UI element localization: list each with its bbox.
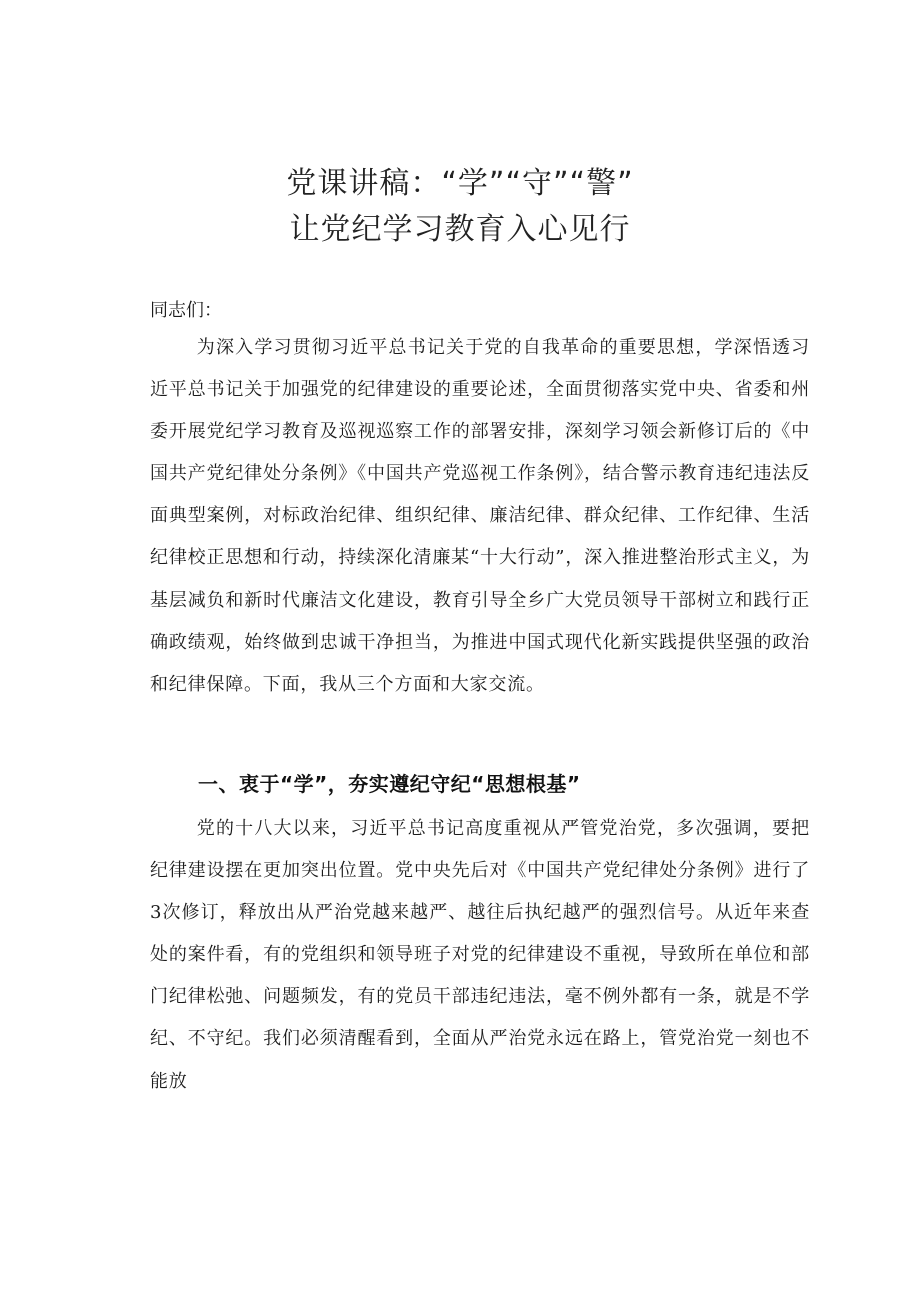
body-paragraph-intro: 为深入学习贯彻习近平总书记关于党的自我革命的重要思想，学深悟透习近平总书记关于加强党的纪律建设的重要论述，全面贯彻落实党中央、省委和州委开展党纪学习教育及巡视巡察工作的部署安排，深刻学习领会新修订后的《中国共产党纪律处分条例》《中国共产党巡视工作条例》，结合警示教育违纪违法反面典型案例，对标政治纪律、组织纪律、廉洁纪律、群众纪律、工作纪律、生活纪律校正思想和行动，持续深化清廉某“十大行动”，深入推进整治形式主义，为基层减负和新时代廉洁文化建设，教育引导全乡广大党员领导干部树立和践行正确政绩观，始终做到忠诚干净担当，为推进中国式现代化新实践提供坚强的政治和纪律保障。下面，我从三个方面和大家交流。: [150, 337, 810, 695]
document-title-line-1: 党课讲稿：“学”“守”“警”: [286, 166, 634, 201]
section-heading-1: 一、衷于“学”，夯实遵纪守纪“思想根基”: [198, 772, 581, 796]
body-paragraph-section-1: 党的十八大以来，习近平总书记高度重视从严管党治党，多次强调，要把纪律建设摆在更加突出位置。党中央先后对《中国共产党纪律处分条例》进行了3次修订，释放出从严治党越来越严、越往后执纪越严的强烈信号。从近年来查处的案件看，有的党组织和领导班子对党的纪律建设不重视，导致所在单位和部门纪律松弛、问题频发，有的党员干部违纪违法，毫不例外都有一条，就是不学纪、不守纪。我们必须清醒看到，全面从严治党永远在路上，管党治党一刻也不能放: [150, 818, 810, 1092]
salutation: 同志们：: [150, 300, 222, 321]
document-title-line-2: 让党纪学习教育入心见行: [289, 212, 631, 247]
